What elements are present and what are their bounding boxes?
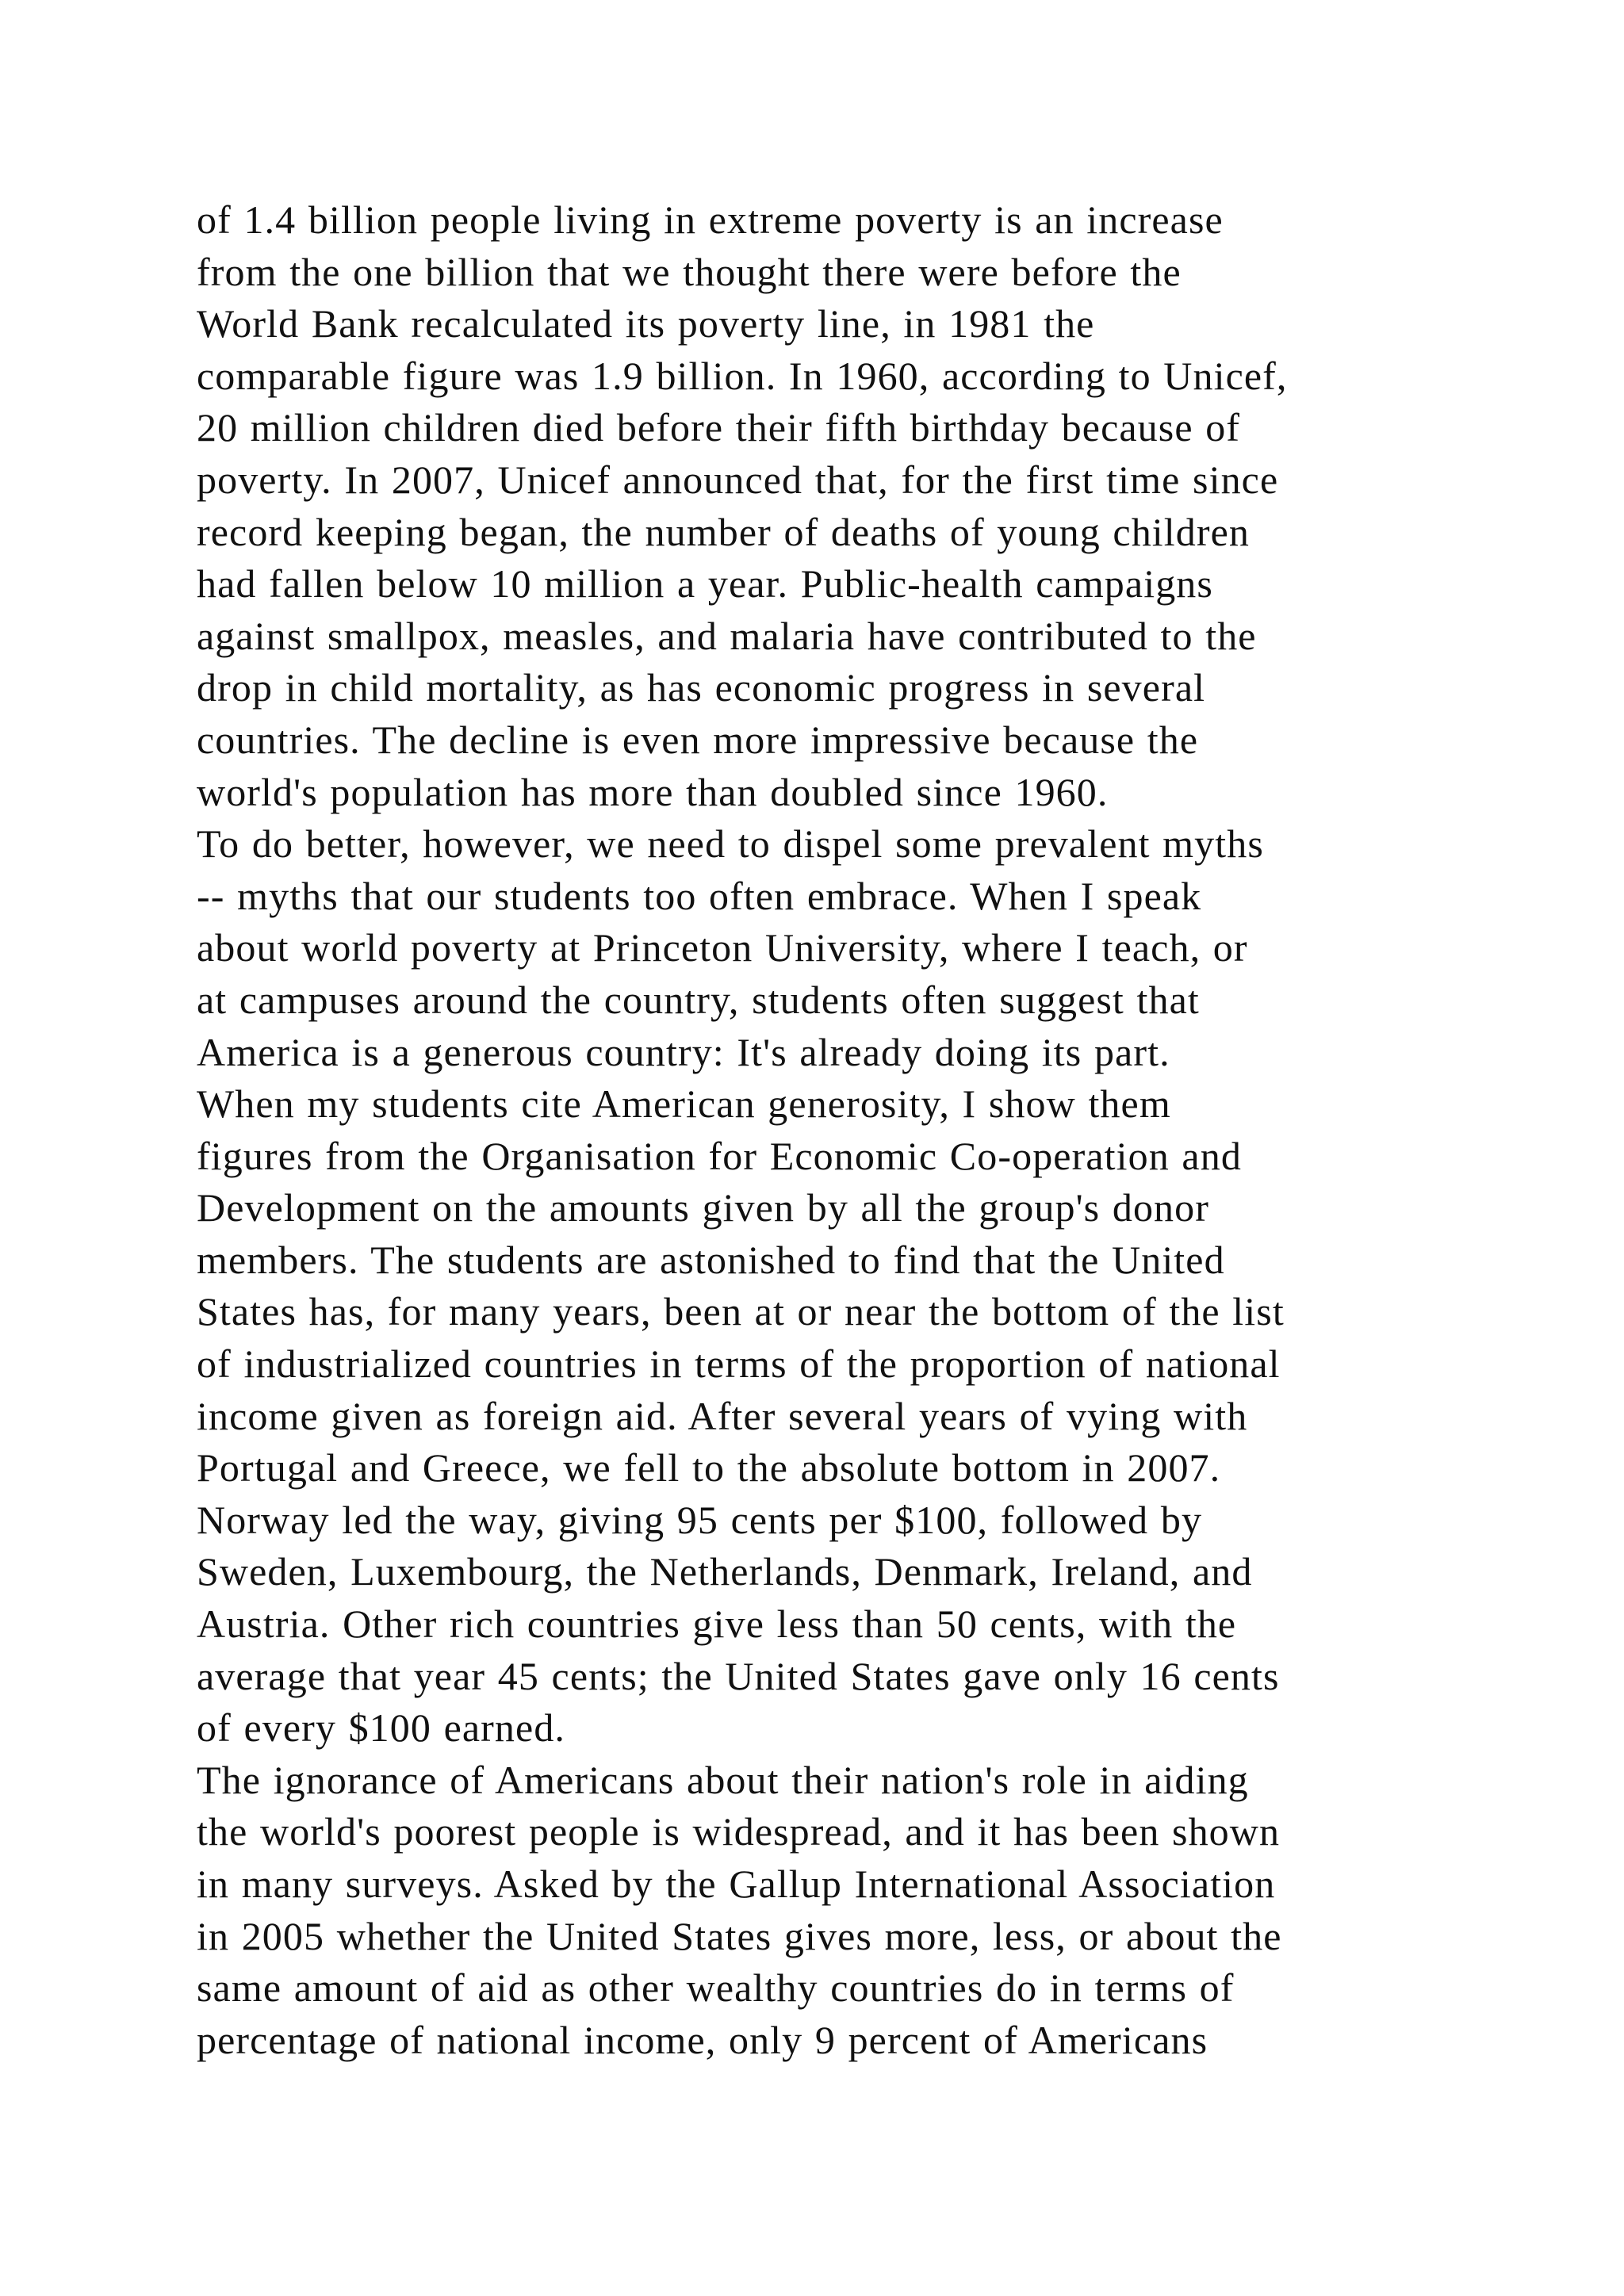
text-line: Norway led the way, giving 95 cents per $100, followed by <box>197 1497 1203 1542</box>
text-line: average that year 45 cents; the United States gave only 16 cents <box>197 1653 1280 1698</box>
text-line: When my students cite American generosity, I show them <box>197 1081 1171 1127</box>
text-line: drop in child mortality, as has economic progress in several <box>197 665 1206 710</box>
text-line: of every $100 earned. <box>197 1705 566 1751</box>
text-line: The ignorance of Americans about their nation's role in aiding <box>197 1757 1249 1802</box>
text-line: countries. The decline is even more impressive because the <box>197 717 1199 762</box>
text-line: the world's poorest people is widespread, and it has been shown <box>197 1809 1281 1854</box>
text-line: Portugal and Greece, we fell to the absolute bottom in 2007. <box>197 1445 1221 1490</box>
text-line: in many surveys. Asked by the Gallup International Association <box>197 1862 1276 1906</box>
text-line: percentage of national income, only 9 percent of Americans <box>197 2017 1208 2062</box>
text-line: about world poverty at Princeton University, where I teach, or <box>197 925 1248 970</box>
text-line: States has, for many years, been at or near the bottom of the list <box>197 1289 1285 1334</box>
text-line: of 1.4 billion people living in extreme poverty is an increase <box>197 197 1224 242</box>
text-line: of industrialized countries in terms of the proportion of national <box>197 1341 1281 1387</box>
text-line: comparable figure was 1.9 billion. In 1960, according to Unicef, <box>197 353 1288 398</box>
text-line: against smallpox, measles, and malaria have contributed to the <box>197 613 1257 658</box>
text-line: figures from the Organisation for Economic Co-operation and <box>197 1133 1242 1178</box>
text-line: America is a generous country: It's already doing its part. <box>197 1029 1170 1074</box>
text-line: had fallen below 10 million a year. Public-health campaigns <box>197 561 1213 607</box>
text-line: same amount of aid as other wealthy countries do in terms of <box>197 1965 1235 2011</box>
text-line: Development on the amounts given by all the group's donor <box>197 1185 1209 1230</box>
text-line: poverty. In 2007, Unicef announced that, for the first time since <box>197 457 1279 502</box>
body-text <box>197 194 1481 2066</box>
text-line: from the one billion that we thought there were before the <box>197 249 1182 294</box>
text-line: world's population has more than doubled since 1960. <box>197 769 1109 814</box>
text-line: To do better, however, we need to dispel some prevalent myths <box>197 821 1264 867</box>
text-line: Austria. Other rich countries give less than 50 cents, with the <box>197 1601 1237 1647</box>
text-line: 20 million children died before their fifth birthday because of <box>197 405 1241 450</box>
text-line: record keeping began, the number of deaths of young children <box>197 509 1251 554</box>
text-line: members. The students are astonished to find that the United <box>197 1237 1225 1282</box>
text-line: World Bank recalculated its poverty line, in 1981 the <box>197 301 1095 346</box>
text-line: at campuses around the country, students often suggest that <box>197 977 1200 1022</box>
text-line: in 2005 whether the United States gives more, less, or about the <box>197 1913 1282 1958</box>
text-line: -- myths that our students too often embrace. When I speak <box>197 873 1202 918</box>
text-line: Sweden, Luxembourg, the Netherlands, Denmark, Ireland, and <box>197 1549 1253 1594</box>
text-line: income given as foreign aid. After several years of vying with <box>197 1393 1248 1438</box>
